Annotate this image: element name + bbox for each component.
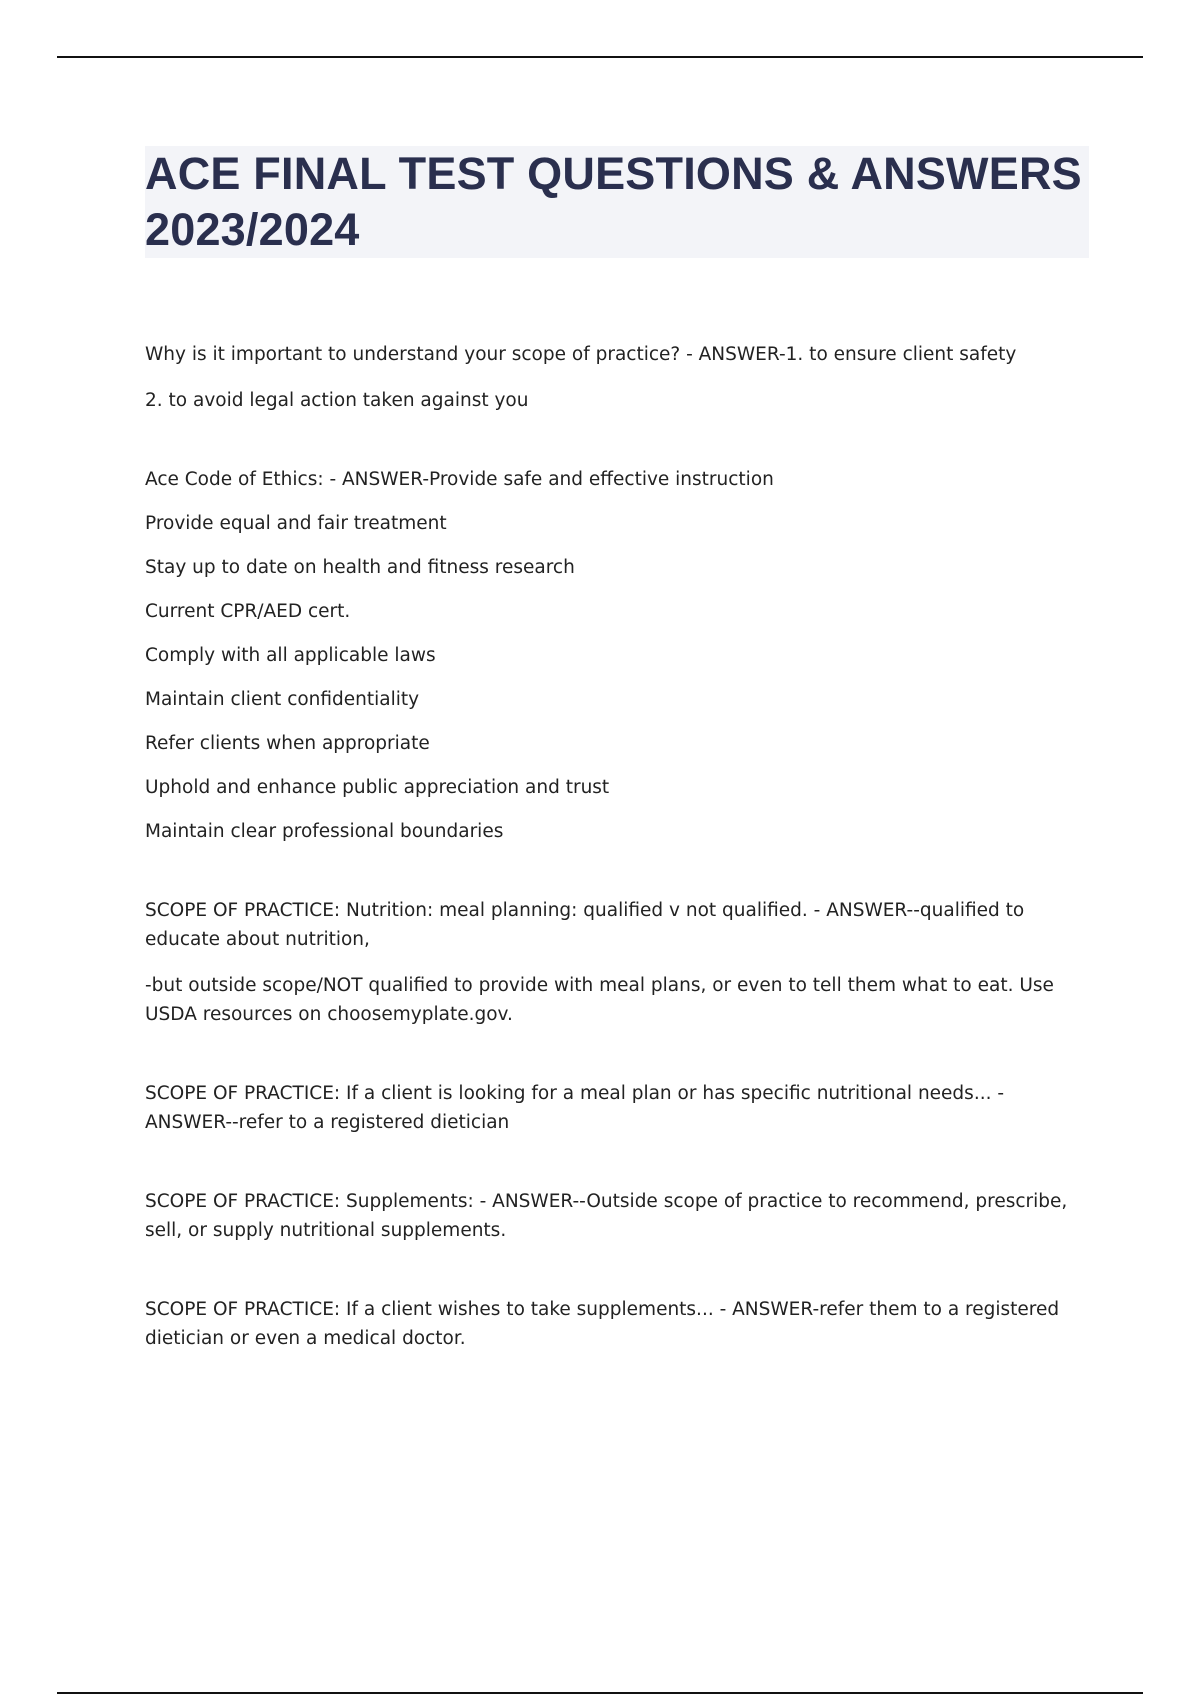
qa-line: -but outside scope/NOT qualified to provide with meal plans, or even to tell them what to eat. Use USDA resources on choosemyplate.gov. — [145, 975, 1054, 1025]
top-rule — [57, 56, 1143, 58]
qa-line: 2. to avoid legal action taken against you — [145, 390, 529, 411]
qa-line: Ace Code of Ethics: - ANSWER-Provide safe and effective instruction — [145, 469, 774, 490]
qa-content — [145, 340, 1091, 1370]
qa-block — [145, 1295, 1091, 1353]
qa-line: SCOPE OF PRACTICE: If a client wishes to take supplements... - ANSWER-refer them to a registered dietician or even a medical doctor. — [145, 1299, 1060, 1349]
bottom-rule — [57, 1692, 1143, 1694]
qa-line: Provide equal and fair treatment — [145, 513, 447, 534]
qa-line: Stay up to date on health and fitness research — [145, 557, 575, 578]
qa-line: SCOPE OF PRACTICE: Nutrition: meal planning: qualified v not qualified. - ANSWER--qualified to educate about nutrition, — [145, 900, 1025, 950]
qa-block — [145, 1187, 1091, 1245]
qa-line: Maintain client confidentiality — [145, 689, 420, 710]
qa-line: Maintain clear professional boundaries — [145, 821, 504, 842]
qa-line: Comply with all applicable laws — [145, 645, 436, 666]
qa-line: Why is it important to understand your scope of practice? - ANSWER-1. to ensure client safety — [145, 344, 1017, 365]
title-banner — [145, 146, 1089, 258]
qa-block — [145, 896, 1091, 1029]
qa-line: Uphold and enhance public appreciation and trust — [145, 777, 610, 798]
qa-line: SCOPE OF PRACTICE: Supplements: - ANSWER--Outside scope of practice to recommend, prescribe, sell, or supply nutritional supplements. — [145, 1191, 1068, 1241]
qa-block — [145, 340, 1091, 415]
page-title: ACE FINAL TEST QUESTIONS & ANSWERS 2023/2024 — [145, 148, 1082, 255]
qa-block — [145, 1079, 1091, 1137]
qa-block — [145, 465, 1091, 846]
qa-line: SCOPE OF PRACTICE: If a client is looking for a meal plan or has specific nutritional needs... - ANSWER--refer to a registered dietician — [145, 1083, 1005, 1133]
qa-line: Current CPR/AED cert. — [145, 601, 351, 622]
qa-line: Refer clients when appropriate — [145, 733, 430, 754]
